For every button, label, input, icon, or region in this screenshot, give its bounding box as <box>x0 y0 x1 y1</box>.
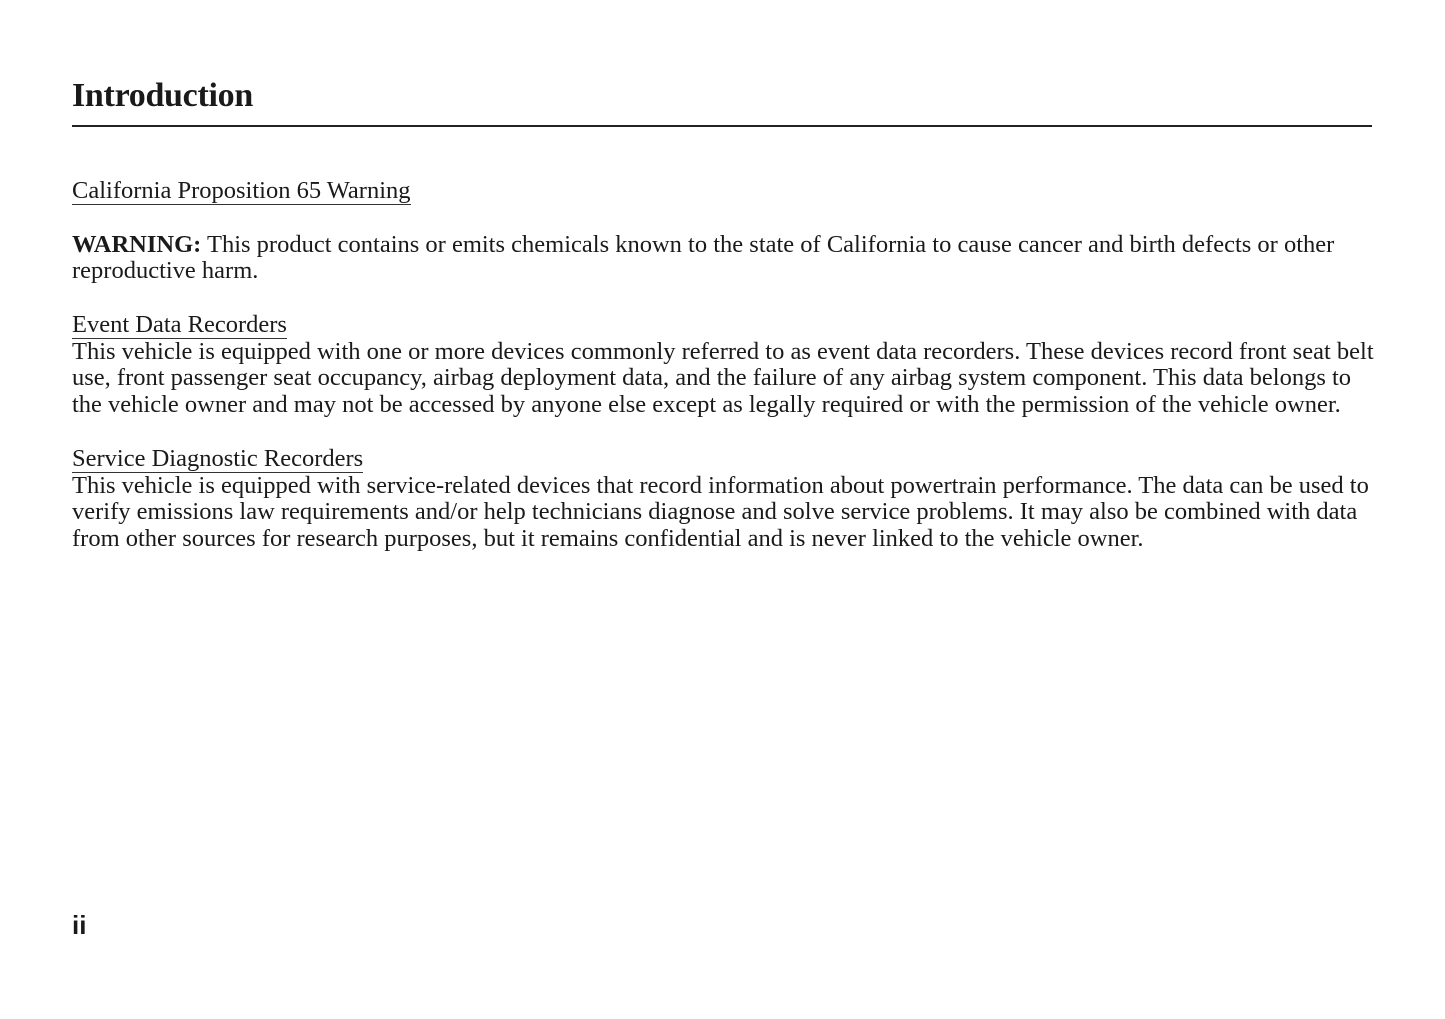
service-diagnostic-paragraph: This vehicle is equipped with service-related devices that record information about powertrain performance. The data can be used to verify emissions law requirements and/or help technicians diagnose and solve service problems. It may also be combined with data from other sources for research purposes, but it remains confidential and is never linked to the vehicle owner. <box>72 471 1369 552</box>
warning-label: WARNING: <box>72 230 202 258</box>
warning-paragraph <box>72 232 1374 285</box>
section-heading-service-diagnostic: Service Diagnostic Recorders <box>72 444 364 472</box>
section-prop65 <box>72 178 1374 285</box>
document-body <box>72 178 1374 553</box>
event-data-paragraph: This vehicle is equipped with one or more devices commonly referred to as event data recorders. These devices record front seat belt use, front passenger seat occupancy, airbag deployment data, and the failure of any airbag system component. This data belongs to the vehicle owner and may not be accessed by anyone else except as legally required or with the permission of the vehicle owner. <box>72 337 1374 419</box>
section-heading-event-data: Event Data Recorders <box>72 310 287 338</box>
warning-text: This product contains or emits chemicals known to the state of California to cause cancer and birth defects or other reproductive harm. <box>72 230 1335 285</box>
section-heading-prop65: California Proposition 65 Warning <box>72 177 411 204</box>
page-number: ii <box>72 910 87 940</box>
section-service-diagnostic <box>72 446 1374 553</box>
section-event-data <box>72 312 1374 419</box>
title-divider <box>72 125 1372 127</box>
page-title: Introduction <box>72 77 253 114</box>
